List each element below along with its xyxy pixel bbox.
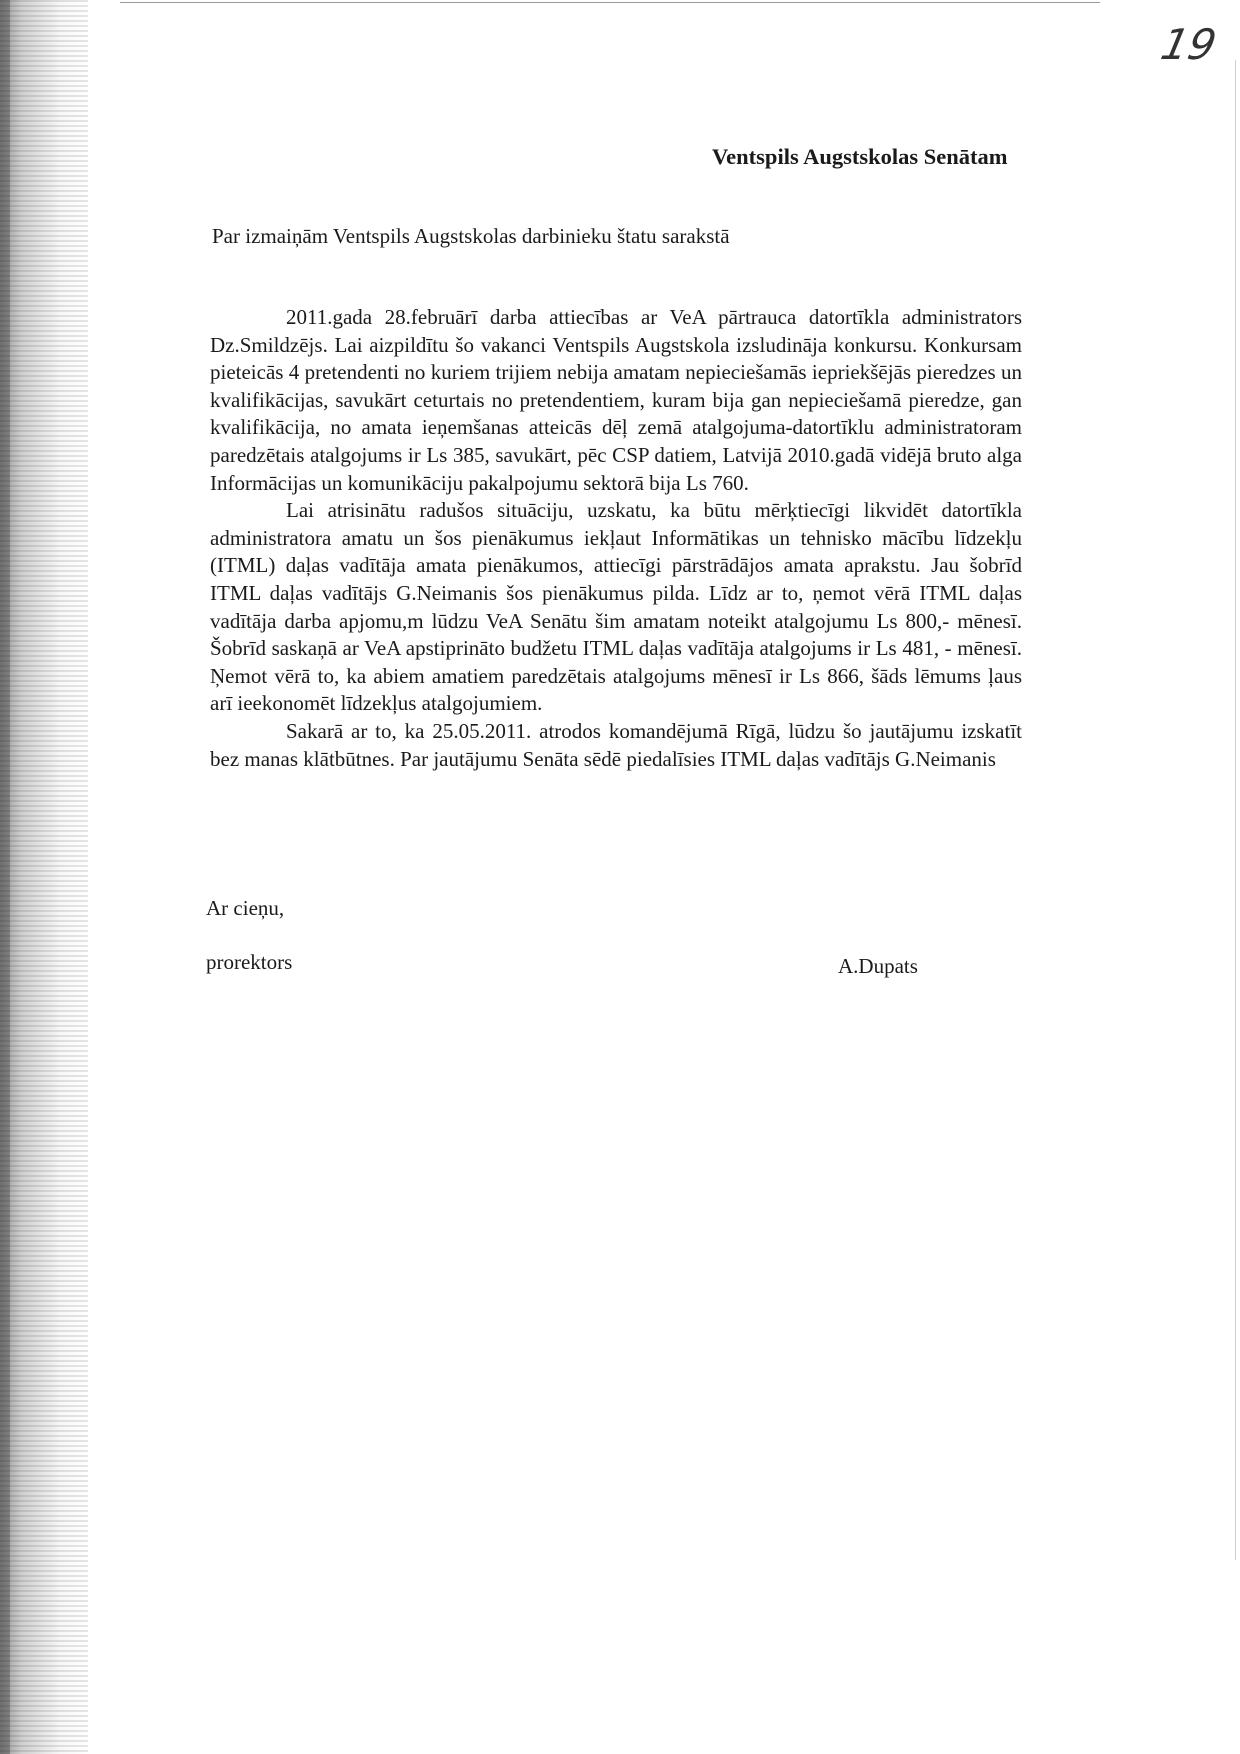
letter-addressee: Ventspils Augstskolas Senātam (712, 144, 1008, 169)
scan-top-line (120, 2, 1100, 3)
body-paragraph-3: Sakarā ar to, ka 25.05.2011. atrodos komandējumā Rīgā, lūdzu šo jautājumu izskatīt bez manas klātbūtnes. Par jautājumu Senāta sēdē piedalīsies ITML daļas vadītājs G.Neimanis (210, 718, 1022, 771)
scan-edge-shadow (0, 0, 10, 1754)
scan-right-line (1235, 60, 1236, 1560)
scan-binding-edge (0, 0, 88, 1754)
handwritten-page-number: 19 (1156, 20, 1221, 69)
signer-title: prorektors (206, 950, 293, 974)
body-paragraph-1: 2011.gada 28.februārī darba attiecības ar VeA pārtrauca datortīkla administrators Dz.Smildzējs. Lai aizpildītu šo vakanci Ventspils Augstskola izsludināja konkursu. Konkursam pieteicās 4 pretendenti no kuriem trijiem nebija amatam nepieciešamās iepriekšējās pieredzes un kvalifikācijas, savukārt ceturtais no pretendentiem, kuram bija gan nepieciešamā pieredze, gan kvalifikācija, no amata ieņemšanas atteicās dēļ zemā atalgojuma-datortīklu administratoram paredzētais atalgojums ir Ls 385, savukārt, pēc CSP datiem, Latvijā 2010.gadā vidējā bruto alga Informācijas un komunikāciju pakalpojumu sektorā bija Ls 760. (210, 305, 1022, 495)
signer-name: A.Dupats (838, 954, 918, 978)
letter-closing: Ar cieņu, (206, 896, 285, 920)
letter-subject: Par izmaiņām Ventspils Augstskolas darbinieku štatu sarakstā (212, 224, 730, 248)
letter-body (210, 304, 1022, 773)
body-paragraph-2: Lai atrisinātu radušos situāciju, uzskatu, ka būtu mērķtiecīgi likvidēt datortīkla administratora amatu un šos pienākumus iekļaut Informātikas un tehnisko mācību līdzekļu (ITML) daļas vadītāja amata pienākumos, attiecīgi pārstrādājos amata aprakstu. Jau šobrīd ITML daļas vadītājs G.Neimanis šos pienākumus pilda. Līdz ar to, ņemot vērā ITML daļas vadītāja darba apjomu,m lūdzu VeA Senātu šim amatam noteikt atalgojumu Ls 800,- mēnesī. Šobrīd saskaņā ar VeA apstiprināto budžetu ITML daļas vadītāja atalgojums ir Ls 481, - mēnesī. Ņemot vērā to, ka abiem amatiem paredzētais atalgojums mēnesī ir Ls 866, šāds lēmums ļaus arī ieekonomēt līdzekļus atalgojumiem. (210, 498, 1022, 716)
